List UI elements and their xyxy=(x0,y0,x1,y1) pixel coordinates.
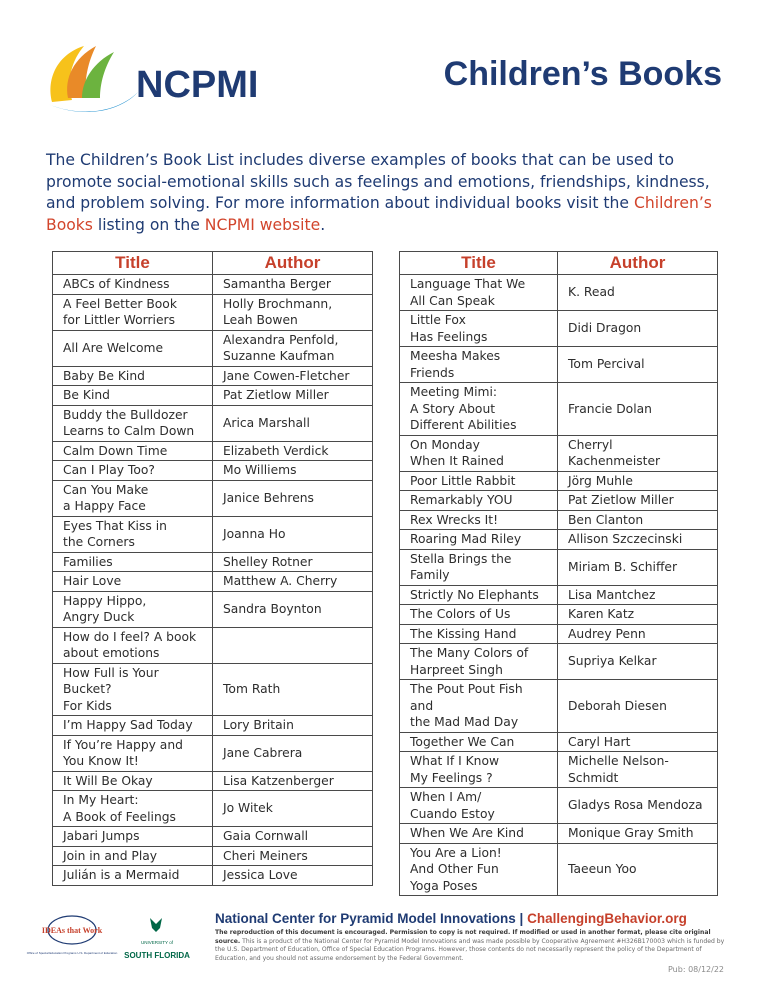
table-row xyxy=(53,771,373,791)
book-author: Joanna Ho xyxy=(213,516,373,552)
book-author: Matthew A. Cherry xyxy=(213,572,373,592)
table-row xyxy=(400,624,718,644)
book-title: You Are a Lion! And Other Fun Yoga Poses xyxy=(400,843,558,896)
table-row xyxy=(53,572,373,592)
title-column-header: Title xyxy=(53,252,213,275)
usf-small-text: UNIVERSITY of xyxy=(141,940,173,945)
book-title: In My Heart: A Book of Feelings xyxy=(53,791,213,827)
book-author: Karen Katz xyxy=(558,605,718,625)
book-author: Pat Zietlow Miller xyxy=(213,386,373,406)
book-title: Meesha Makes Friends xyxy=(400,347,558,383)
book-title: What If I Know My Feelings ? xyxy=(400,752,558,788)
table-row xyxy=(53,627,373,663)
partner-logos xyxy=(26,910,192,972)
book-title: Julián is a Mermaid xyxy=(53,866,213,886)
book-author: Taeeun Yoo xyxy=(558,843,718,896)
book-author: Holly Brochmann, Leah Bowen xyxy=(213,294,373,330)
book-table-left xyxy=(52,251,373,886)
book-title: Roaring Mad Riley xyxy=(400,530,558,550)
childrens-books-link[interactable]: Children’s Books xyxy=(46,194,712,234)
table-row xyxy=(400,644,718,680)
book-title: How do I feel? A book about emotions xyxy=(53,627,213,663)
title-column-header: Title xyxy=(400,252,558,275)
table-row xyxy=(400,549,718,585)
footer-disclaimer-bold: The reproduction of this document is encouraged. Permission to copy is not required. If modified or used in another format, please cite original source. xyxy=(215,929,711,945)
book-author: Mo Williems xyxy=(213,461,373,481)
book-author: Lisa Katzenberger xyxy=(213,771,373,791)
book-author: Jörg Muhle xyxy=(558,471,718,491)
publication-date: Pub: 08/12/22 xyxy=(668,965,724,974)
book-title: ABCs of Kindness xyxy=(53,275,213,295)
book-title: Be Kind xyxy=(53,386,213,406)
intro-paragraph xyxy=(46,150,736,236)
book-author: Monique Gray Smith xyxy=(558,824,718,844)
book-author: Supriya Kelkar xyxy=(558,644,718,680)
book-author: Audrey Penn xyxy=(558,624,718,644)
table-row xyxy=(400,605,718,625)
table-row xyxy=(400,732,718,752)
table-row xyxy=(53,866,373,886)
book-title: Can I Play Too? xyxy=(53,461,213,481)
book-title: If You’re Happy and You Know It! xyxy=(53,735,213,771)
book-author: Deborah Diesen xyxy=(558,680,718,733)
book-title: Calm Down Time xyxy=(53,441,213,461)
book-author: Samantha Berger xyxy=(213,275,373,295)
book-title: Baby Be Kind xyxy=(53,366,213,386)
table-row xyxy=(53,791,373,827)
book-author: Michelle Nelson- Schmidt xyxy=(558,752,718,788)
book-author: Shelley Rotner xyxy=(213,552,373,572)
book-title: The Colors of Us xyxy=(400,605,558,625)
footer-disclaimer-text: This is a product of the National Center for Pyramid Model Innovations and was made possible by Cooperative Agreement #H326B170003 which is funded by the U.S. Department of Education, Office of Special Education Programs. However, those contents do not necessarily represent the policy of the Department of Education, and you should not assume endorsement by the Federal Government. xyxy=(215,937,725,963)
author-column-header: Author xyxy=(558,252,718,275)
book-author: Lisa Mantchez xyxy=(558,585,718,605)
book-author: Cheri Meiners xyxy=(213,846,373,866)
table-row xyxy=(53,480,373,516)
footer-org-name: National Center for Pyramid Model Innovations | xyxy=(215,911,528,926)
book-title: Poor Little Rabbit xyxy=(400,471,558,491)
book-author: Francie Dolan xyxy=(558,383,718,436)
book-title: Stella Brings the Family xyxy=(400,549,558,585)
book-author: Miriam B. Schiffer xyxy=(558,549,718,585)
book-author: Pat Zietlow Miller xyxy=(558,491,718,511)
ideas-logo-text: IDEAs that Work xyxy=(41,926,103,935)
book-title: When I Am/ Cuando Estoy xyxy=(400,788,558,824)
book-author: Elizabeth Verdick xyxy=(213,441,373,461)
intro-text-middle: listing on the xyxy=(92,215,205,234)
book-author: Jo Witek xyxy=(213,791,373,827)
book-title: Join in and Play xyxy=(53,846,213,866)
table-row xyxy=(53,330,373,366)
book-author: Tom Rath xyxy=(213,663,373,716)
book-title: Eyes That Kiss in the Corners xyxy=(53,516,213,552)
book-title: Buddy the Bulldozer Learns to Calm Down xyxy=(53,405,213,441)
book-table-right xyxy=(399,251,718,896)
book-author: Sandra Boynton xyxy=(213,591,373,627)
ncpmi-wordmark: NCPMI xyxy=(136,64,259,106)
book-title: Rex Wrecks It! xyxy=(400,510,558,530)
book-author: Alexandra Penfold, Suzanne Kaufman xyxy=(213,330,373,366)
table-row xyxy=(53,591,373,627)
table-row xyxy=(400,585,718,605)
table-row xyxy=(53,846,373,866)
book-title: Language That We All Can Speak xyxy=(400,275,558,311)
book-title: Little Fox Has Feelings xyxy=(400,311,558,347)
table-row xyxy=(400,824,718,844)
table-row xyxy=(400,788,718,824)
book-title: Happy Hippo, Angry Duck xyxy=(53,591,213,627)
book-title: Meeting Mimi: A Story About Different Abilities xyxy=(400,383,558,436)
book-author: Gladys Rosa Mendoza xyxy=(558,788,718,824)
ncpmi-swoosh-icon xyxy=(48,46,138,112)
book-author: Arica Marshall xyxy=(213,405,373,441)
ideas-logo-caption: Office of Special Education Programs U.S. Department of Education xyxy=(26,951,118,955)
table-row xyxy=(400,311,718,347)
challengingbehavior-link[interactable]: ChallengingBehavior.org xyxy=(527,911,687,926)
usf-logo xyxy=(124,918,190,960)
table-row xyxy=(400,471,718,491)
table-row xyxy=(53,735,373,771)
table-row xyxy=(53,366,373,386)
book-title: On Monday When It Rained xyxy=(400,435,558,471)
page-title: Children’s Books xyxy=(443,55,722,93)
book-title: I’m Happy Sad Today xyxy=(53,716,213,736)
book-title: The Kissing Hand xyxy=(400,624,558,644)
book-title: It Will Be Okay xyxy=(53,771,213,791)
book-author: Allison Szczecinski xyxy=(558,530,718,550)
table-row xyxy=(53,386,373,406)
book-title: Strictly No Elephants xyxy=(400,585,558,605)
ncpmi-logo xyxy=(42,40,267,120)
book-author: Gaia Cornwall xyxy=(213,827,373,847)
book-author: Tom Percival xyxy=(558,347,718,383)
bull-icon xyxy=(150,918,162,932)
table-header-row xyxy=(53,252,373,275)
book-author: Caryl Hart xyxy=(558,732,718,752)
table-row xyxy=(400,347,718,383)
book-title: Can You Make a Happy Face xyxy=(53,480,213,516)
book-author: K. Read xyxy=(558,275,718,311)
table-row xyxy=(53,405,373,441)
book-author: Lory Britain xyxy=(213,716,373,736)
table-row xyxy=(400,680,718,733)
book-author xyxy=(213,627,373,663)
table-header-row xyxy=(400,252,718,275)
table-row xyxy=(53,827,373,847)
table-row xyxy=(53,552,373,572)
table-row xyxy=(400,510,718,530)
table-row xyxy=(53,716,373,736)
book-author: Ben Clanton xyxy=(558,510,718,530)
intro-text-start: The Children’s Book List includes diverse examples of books that can be used to promote social-emotional skills such as feelings and emotions, friendships, kindness, and problem solving. For more information about individual books visit the xyxy=(46,151,710,212)
book-title: A Feel Better Book for Littler Worriers xyxy=(53,294,213,330)
table-row xyxy=(53,663,373,716)
book-author: Jane Cabrera xyxy=(213,735,373,771)
table-row xyxy=(53,294,373,330)
table-row xyxy=(53,441,373,461)
table-row xyxy=(400,435,718,471)
book-title: Families xyxy=(53,552,213,572)
table-row xyxy=(400,843,718,896)
book-title: When We Are Kind xyxy=(400,824,558,844)
book-title: Remarkably YOU xyxy=(400,491,558,511)
usf-name-text: SOUTH FLORIDA xyxy=(124,951,190,960)
book-title: The Pout Pout Fish and the Mad Mad Day xyxy=(400,680,558,733)
ncpmi-website-link[interactable]: NCPMI website xyxy=(204,215,321,234)
book-author: Jessica Love xyxy=(213,866,373,886)
table-row xyxy=(400,275,718,311)
ideas-that-work-logo xyxy=(27,916,118,955)
book-title: Hair Love xyxy=(53,572,213,592)
footer-disclaimer xyxy=(215,929,725,964)
book-title: All Are Welcome xyxy=(53,330,213,366)
book-author: Jane Cowen-Fletcher xyxy=(213,366,373,386)
book-author: Cherryl Kachenmeister xyxy=(558,435,718,471)
table-row xyxy=(53,275,373,295)
book-author: Didi Dragon xyxy=(558,311,718,347)
table-row xyxy=(53,461,373,481)
book-title: How Full is Your Bucket? For Kids xyxy=(53,663,213,716)
table-row xyxy=(400,383,718,436)
intro-text-end: . xyxy=(320,215,326,234)
book-title: Jabari Jumps xyxy=(53,827,213,847)
table-row xyxy=(400,752,718,788)
table-row xyxy=(400,530,718,550)
author-column-header: Author xyxy=(213,252,373,275)
footer-organization xyxy=(215,911,687,926)
table-row xyxy=(53,516,373,552)
table-row xyxy=(400,491,718,511)
book-title: Together We Can xyxy=(400,732,558,752)
book-author: Janice Behrens xyxy=(213,480,373,516)
book-title: The Many Colors of Harpreet Singh xyxy=(400,644,558,680)
